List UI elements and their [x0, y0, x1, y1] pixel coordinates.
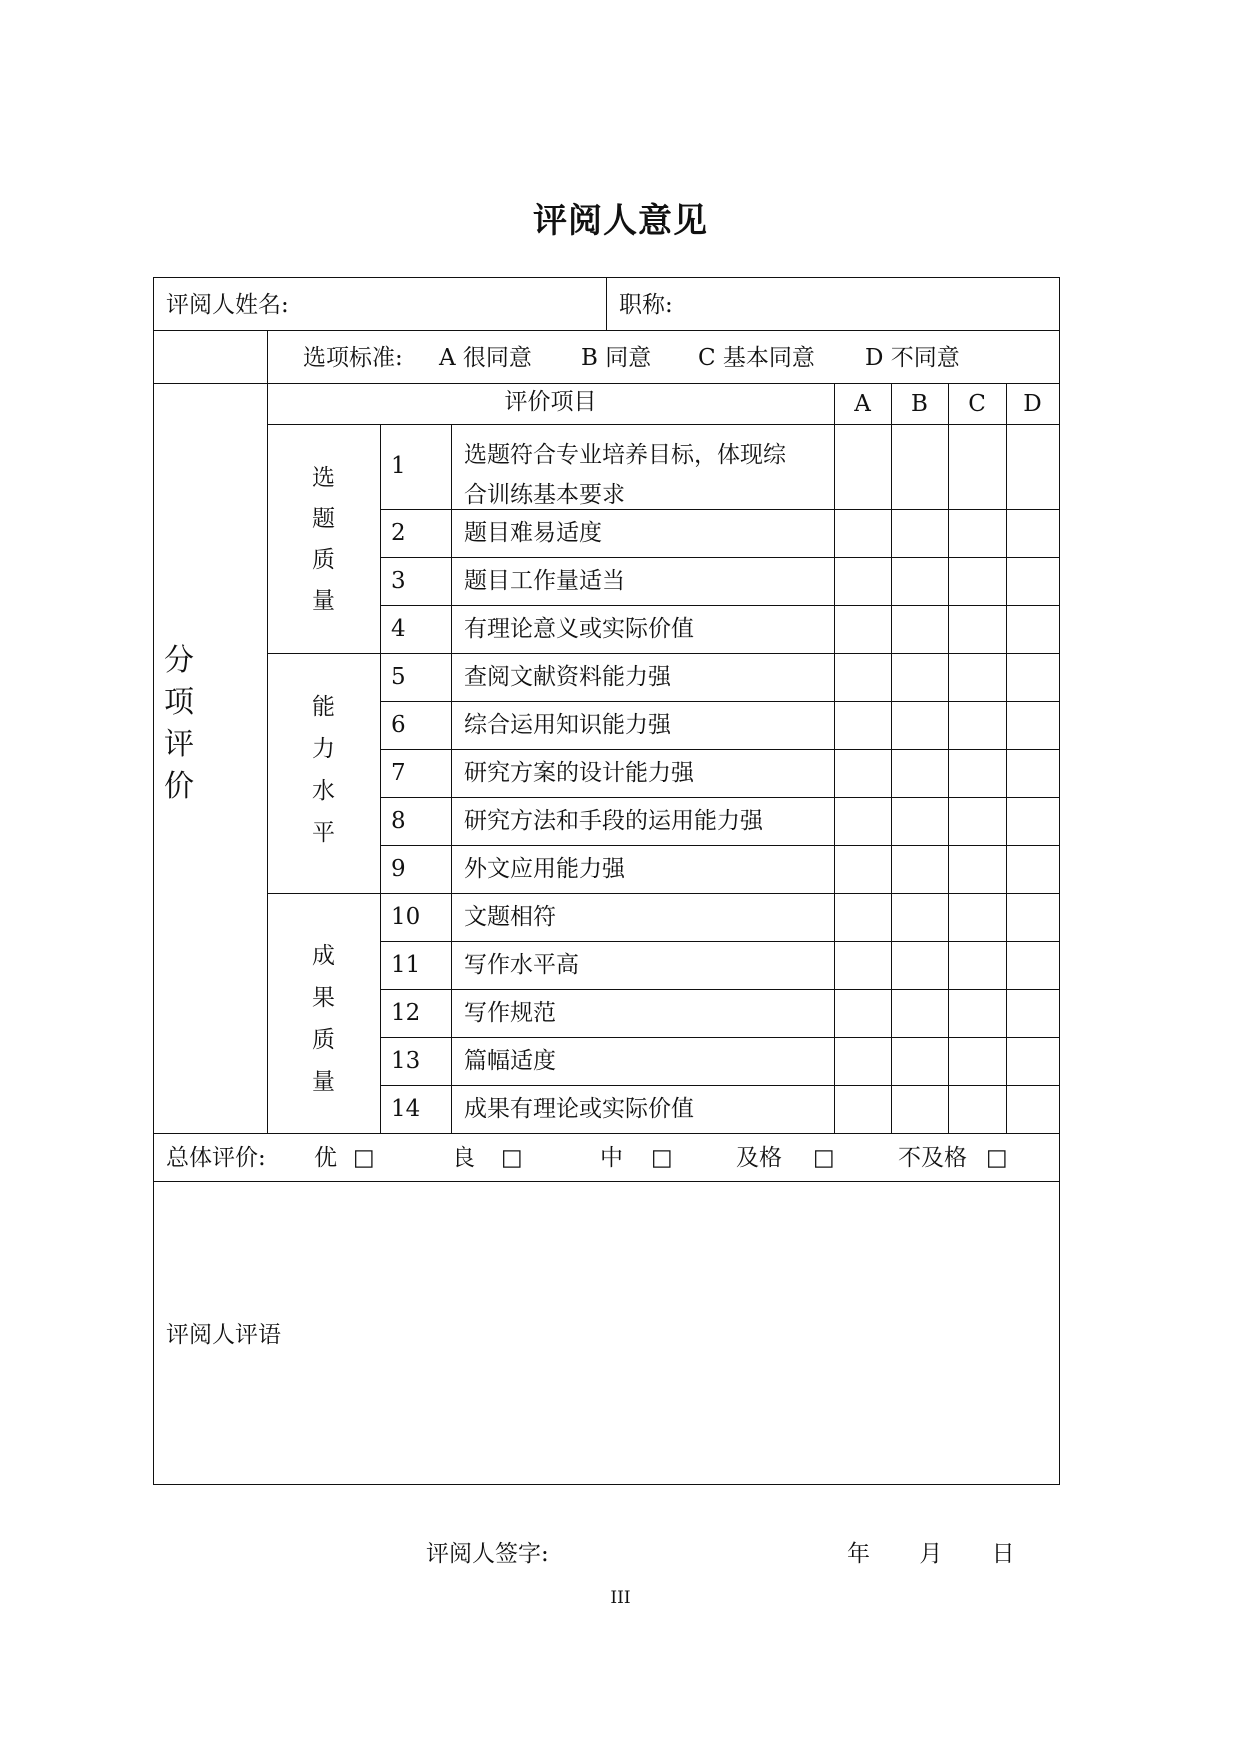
overall-checkbox-medium[interactable]: □	[651, 1145, 673, 1171]
item-number: 9	[391, 856, 406, 882]
item-number: 10	[391, 904, 421, 930]
col-divider	[380, 424, 381, 1133]
date-day: 日	[991, 1541, 1015, 1567]
item-number: 12	[391, 1000, 421, 1026]
col-divider	[834, 383, 835, 1133]
item-number: 13	[391, 1048, 421, 1074]
overall-option-good: 良	[452, 1145, 475, 1171]
col-divider	[606, 278, 607, 330]
row-divider	[267, 893, 1059, 894]
item-number: 14	[391, 1096, 421, 1122]
row-divider	[267, 653, 1059, 654]
item-text: 研究方法和手段的运用能力强	[464, 808, 763, 834]
item-number: 3	[391, 568, 406, 594]
col-divider	[1006, 383, 1007, 1133]
row-divider	[380, 1037, 1059, 1038]
page-title: 评阅人意见	[533, 201, 708, 241]
standard-option: A 很同意	[439, 345, 532, 371]
item-text: 综合运用知识能力强	[464, 712, 671, 738]
reviewer-name-label: 评阅人姓名:	[166, 292, 289, 318]
item-text: 文题相符	[464, 904, 556, 930]
standard-option: B 同意	[581, 345, 652, 371]
item-number: 1	[391, 453, 406, 479]
item-text: 题目工作量适当	[464, 568, 625, 594]
items-header: 评价项目	[504, 389, 597, 415]
item-number: 11	[391, 952, 421, 978]
standard-option: C 基本同意	[698, 345, 815, 371]
row-divider	[380, 989, 1059, 990]
date-year: 年	[847, 1541, 870, 1567]
overall-checkbox-fail[interactable]: □	[986, 1145, 1008, 1171]
item-number: 6	[391, 712, 406, 738]
overall-option-fail: 不及格	[898, 1145, 967, 1171]
col-divider	[451, 424, 452, 1133]
item-number: 7	[391, 760, 406, 786]
group-label-ability: 能 力 水 平	[312, 694, 335, 846]
overall-option-pass: 及格	[736, 1145, 782, 1171]
row-divider	[380, 845, 1059, 846]
item-text: 成果有理论或实际价值	[464, 1096, 694, 1122]
row-divider	[154, 1181, 1059, 1182]
row-divider	[380, 1085, 1059, 1086]
grade-header-a: A	[854, 391, 871, 417]
item-number: 2	[391, 520, 406, 546]
item-text: 写作水平高	[464, 952, 579, 978]
col-divider	[948, 383, 949, 1133]
item-text: 有理论意义或实际价值	[464, 616, 694, 642]
item-number: 8	[391, 808, 406, 834]
overall-checkbox-excellent[interactable]: □	[353, 1145, 375, 1171]
section-label: 分 项 评 价	[164, 643, 194, 804]
item-number: 4	[391, 616, 406, 642]
overall-checkbox-pass[interactable]: □	[813, 1145, 835, 1171]
row-divider	[380, 941, 1059, 942]
overall-option-excellent: 优	[314, 1145, 337, 1171]
item-text: 外文应用能力强	[464, 856, 625, 882]
item-text: 写作规范	[464, 1000, 556, 1026]
item-text: 选题符合专业培养目标，体现综 合训练基本要求	[464, 442, 786, 508]
row-divider	[380, 749, 1059, 750]
row-divider	[380, 701, 1059, 702]
standard-option: D 不同意	[865, 345, 960, 371]
row-divider	[267, 424, 1059, 425]
grade-header-b: B	[911, 391, 928, 417]
item-text: 篇幅适度	[464, 1048, 556, 1074]
overall-checkbox-good[interactable]: □	[501, 1145, 523, 1171]
standard-label: 选项标准:	[303, 345, 403, 371]
row-divider	[380, 797, 1059, 798]
col-divider	[891, 383, 892, 1133]
row-divider	[154, 383, 1059, 384]
overall-option-medium: 中	[600, 1145, 623, 1171]
signature-label: 评阅人签字:	[426, 1541, 549, 1567]
item-text: 题目难易适度	[464, 520, 602, 546]
page-number: III	[610, 1588, 631, 1608]
overall-label: 总体评价:	[166, 1145, 266, 1171]
item-text: 研究方案的设计能力强	[464, 760, 694, 786]
signature-date	[847, 1535, 1057, 1568]
row-divider	[380, 557, 1059, 558]
row-divider	[154, 330, 1059, 331]
grade-header-d: D	[1023, 391, 1042, 417]
item-text: 查阅文献资料能力强	[464, 664, 671, 690]
grade-header-c: C	[968, 391, 986, 417]
group-label-result-quality: 成 果 质 量	[312, 943, 335, 1095]
group-label-topic-quality: 选 题 质 量	[312, 465, 335, 614]
review-form	[153, 277, 1060, 1485]
comments-label: 评阅人评语	[166, 1322, 281, 1348]
item-number: 5	[391, 664, 406, 690]
row-divider	[380, 605, 1059, 606]
date-month: 月	[919, 1541, 943, 1567]
job-title-label: 职称:	[619, 292, 673, 318]
row-divider	[154, 1133, 1059, 1134]
